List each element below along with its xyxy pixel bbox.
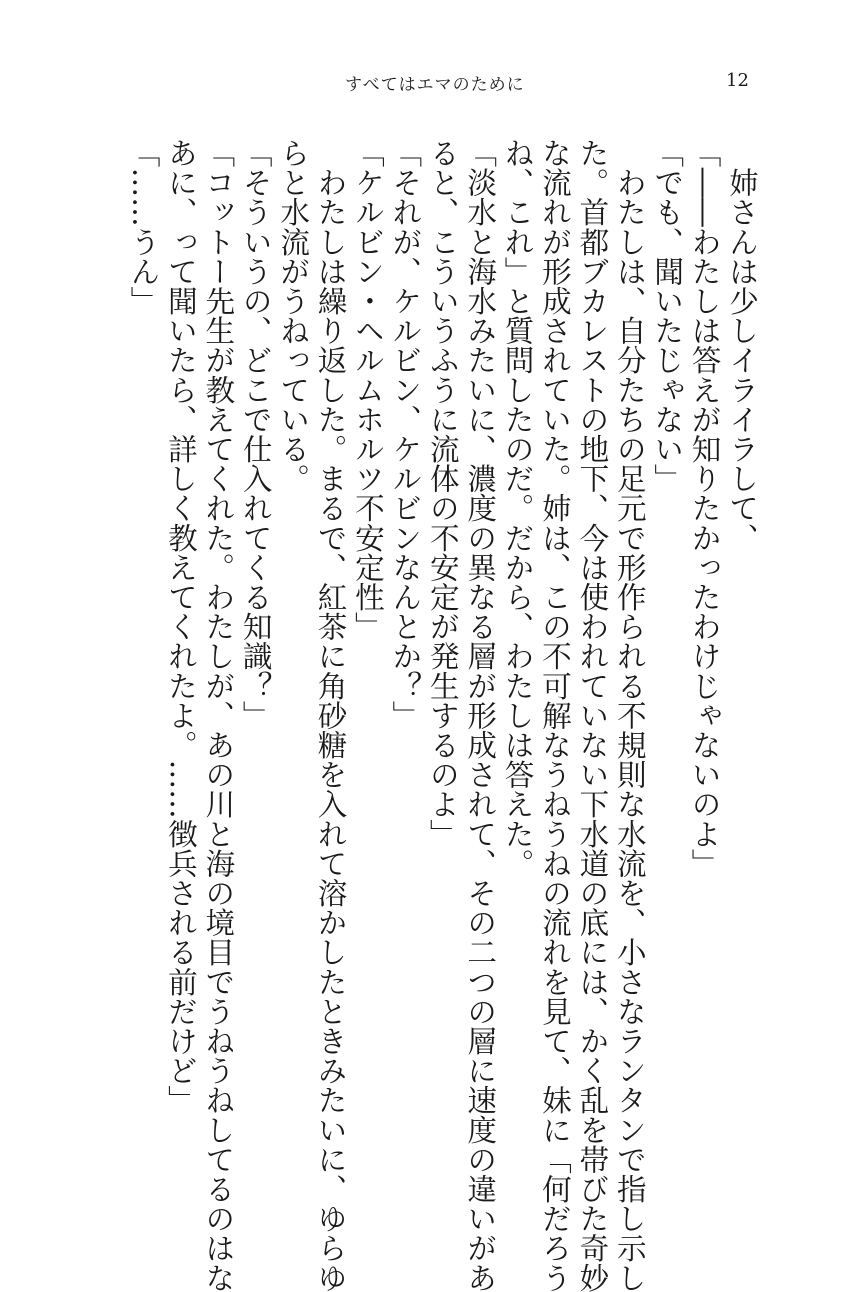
text-line: 「でも、聞いたじゃない」 — [650, 138, 685, 494]
text-line: 「そういうの、どこで仕入れてくる知識？」 — [238, 138, 273, 730]
text-line: わたしは、自分たちの足元で形作られる不規則な水流を、小さなランタンで指し示し — [612, 138, 647, 1292]
vertical-text-body — [90, 138, 760, 1292]
text-line: な流れが形成されていた。姉は、この不可解なうねうねの流れを見て、妹に「何だろう — [537, 138, 572, 1292]
text-line: ね、これ」と質問したのだ。だから、わたしは答えた。 — [500, 138, 535, 878]
text-line: らと水流がうねっている。 — [276, 138, 311, 494]
running-title: すべてはエマのために — [345, 75, 525, 95]
text-line: あに、って聞いたら、詳しく教えてくれたよ。……徴兵される前だけど」 — [163, 138, 198, 1115]
page-number: 12 — [726, 70, 749, 91]
text-line: 「それが、ケルビン、ケルビンなんとか？」 — [388, 138, 423, 730]
text-line: 「ケルビン・ヘルムホルツ不安定性」 — [350, 138, 385, 642]
text-line: た。首都ブカレストの地下、今は使われていない下水道の底には、かく乱を帯びた奇妙 — [575, 138, 610, 1292]
text-line: 「淡水と海水みたいに、濃度の異なる層が形成されて、その二つの層に速度の違いがあ — [463, 138, 498, 1292]
text-line: 「――わたしは答えが知りたかったわけじゃないのよ」 — [687, 138, 722, 878]
text-line: わたしは繰り返した。まるで、紅茶に角砂糖を入れて溶かしたときみたいに、ゆらゆ — [313, 138, 348, 1292]
text-line: 「コットー先生が教えてくれた。わたしが、あの川と海の境目でうねうねしてるのはな — [201, 138, 236, 1292]
text-line: 姉さんは少しイライラして、 — [725, 138, 759, 553]
text-line: ると、こういうふうに流体の不安定が発生するのよ」 — [425, 138, 460, 849]
text-line: 「……うん」 — [126, 138, 161, 316]
page-header — [0, 70, 841, 100]
